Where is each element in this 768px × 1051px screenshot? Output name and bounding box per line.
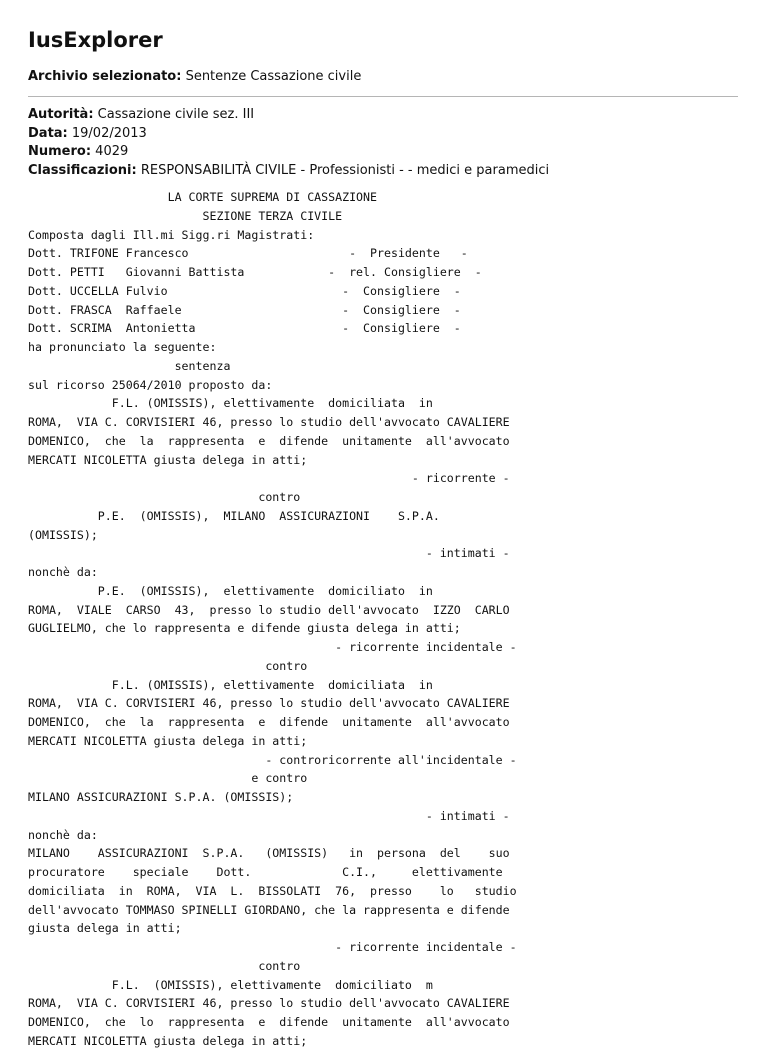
meta-authority (28, 106, 740, 125)
text-line: nonchè da: (28, 565, 98, 579)
text-line: MERCATI NICOLETTA giusta delega in atti; (28, 1033, 308, 1048)
text-line: sul ricorso 25064/2010 proposto da: (28, 377, 273, 392)
meta-date-label: Data: (28, 125, 68, 141)
meta-number (28, 143, 740, 162)
text-line: Dott. SCRIMA Antonietta - Consigliere - (28, 321, 461, 336)
text-line: contro (28, 958, 301, 973)
text-line: F.L. (OMISSIS), elettivamente domiciliata in (28, 677, 433, 692)
text-line: e contro (28, 771, 308, 786)
meta-classification-label: Classificazioni: (28, 162, 137, 178)
meta-classification-value: RESPONSABILITÀ CIVILE - Professionisti - - medici e paramedici (136, 162, 550, 178)
meta-date-value: 19/02/2013 (67, 125, 147, 141)
text-line: MERCATI NICOLETTA giusta delega in atti; (28, 452, 308, 467)
text-line: ROMA, VIA C. CORVISIERI 46, presso lo studio dell'avvocato CAVALIERE (28, 415, 510, 429)
meta-number-value: 4029 (91, 144, 129, 159)
text-line: DOMENICO, che la rappresenta e difende unitamente all'avvocato (28, 715, 510, 729)
text-line: GUGLIELMO, che lo rappresenta e difende giusta delega in atti; (28, 621, 461, 636)
meta-number-label: Numero: (28, 144, 92, 159)
text-line: ROMA, VIA C. CORVISIERI 46, presso lo studio dell'avvocato CAVALIERE (28, 996, 510, 1011)
archive-label: Archivio selezionato: (28, 69, 182, 84)
document-metadata (28, 106, 740, 180)
text-line: sentenza (28, 358, 231, 373)
text-line: domiciliata in ROMA, VIA L. BISSOLATI 76, presso lo studio (28, 883, 517, 898)
text-line: LA CORTE SUPREMA DI CASSAZIONE (28, 190, 378, 204)
text-line: - intimati - (28, 808, 510, 823)
text-line: dell'avvocato TOMMASO SPINELLI GIORDANO, che la rappresenta e difende (28, 902, 510, 917)
text-line: contro (28, 490, 301, 504)
page (0, 28, 768, 1051)
meta-date (28, 125, 740, 144)
text-line: Composta dagli Ill.mi Sigg.ri Magistrati: (28, 227, 315, 242)
text-line: - intimati - (28, 546, 510, 561)
meta-authority-label: Autorità: (28, 107, 94, 122)
text-line: MERCATI NICOLETTA giusta delega in atti; (28, 733, 308, 748)
text-line: giusta delega in atti; (28, 921, 182, 936)
app-title: IusExplorer (28, 28, 163, 52)
text-line: (OMISSIS); (28, 527, 98, 542)
text-line: Dott. PETTI Giovanni Battista - rel. Consigliere - (28, 265, 482, 279)
text-line: MILANO ASSICURAZIONI S.P.A. (OMISSIS) in persona del suo (28, 846, 510, 861)
text-line: SEZIONE TERZA CIVILE (28, 208, 343, 223)
selected-archive (28, 68, 740, 85)
text-line: F.L. (OMISSIS), elettivamente domiciliata in (28, 396, 433, 411)
text-line: Dott. UCCELLA Fulvio - Consigliere - (28, 283, 461, 298)
text-line: ROMA, VIALE CARSO 43, presso lo studio dell'avvocato IZZO CARLO (28, 602, 510, 617)
text-line: DOMENICO, che lo rappresenta e difende unitamente all'avvocato (28, 1015, 510, 1029)
text-line: nonchè da: (28, 827, 98, 842)
text-line: P.E. (OMISSIS), MILANO ASSICURAZIONI S.P.A. (28, 508, 440, 523)
text-line: procuratore speciale Dott. C.I., elettivamente (28, 865, 503, 879)
text-line: P.E. (OMISSIS), elettivamente domiciliato in (28, 583, 433, 598)
text-line: Dott. FRASCA Raffaele - Consigliere - (28, 302, 461, 317)
meta-classification (28, 162, 740, 181)
text-line: - ricorrente incidentale - (28, 940, 517, 954)
archive-value: Sentenze Cassazione civile (181, 69, 362, 84)
text-line: Dott. TRIFONE Francesco - Presidente - (28, 246, 468, 261)
text-line: - controricorrente all'incidentale - (28, 752, 517, 767)
meta-authority-value: Cassazione civile sez. III (93, 107, 255, 122)
text-line: ROMA, VIA C. CORVISIERI 46, presso lo studio dell'avvocato CAVALIERE (28, 696, 510, 711)
text-line: DOMENICO, che la rappresenta e difende unitamente all'avvocato (28, 433, 510, 448)
text-line: ha pronunciato la seguente: (28, 340, 217, 354)
text-line: MILANO ASSICURAZIONI S.P.A. (OMISSIS); (28, 790, 294, 804)
text-line: F.L. (OMISSIS), elettivamente domiciliato m (28, 977, 433, 992)
text-line: - ricorrente - (28, 471, 510, 486)
text-line: contro (28, 658, 308, 673)
divider (28, 96, 738, 97)
judgment-text (28, 188, 740, 1051)
text-line: - ricorrente incidentale - (28, 640, 517, 654)
